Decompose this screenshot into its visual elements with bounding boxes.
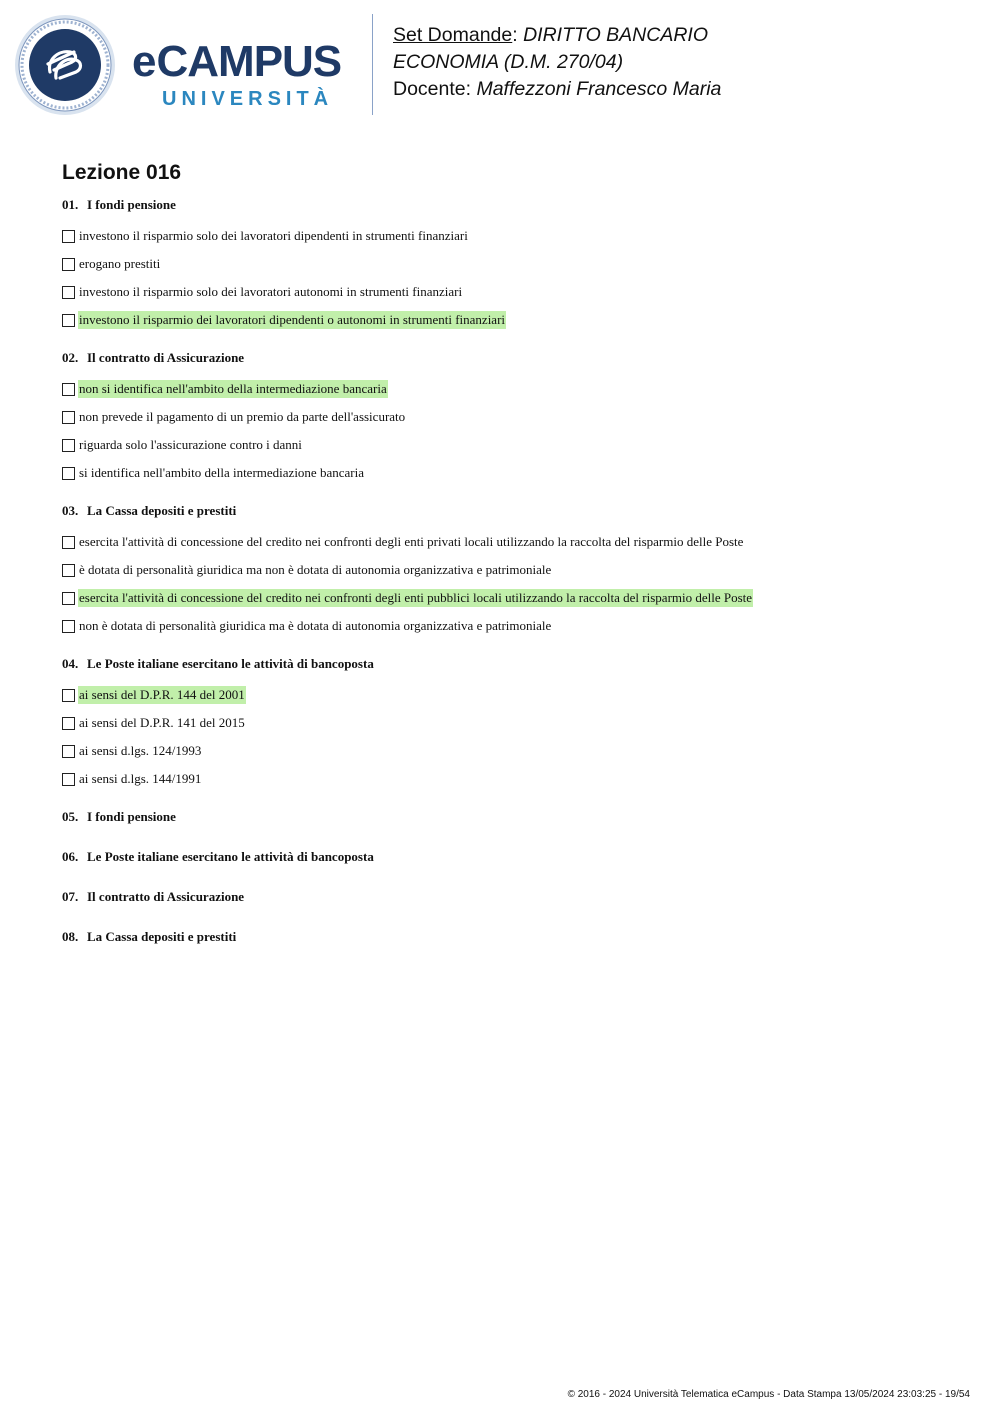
answer-text: ai sensi d.lgs. 144/1991 xyxy=(79,771,202,786)
answer-text: erogano prestiti xyxy=(79,256,161,271)
question-text: I fondi pensione xyxy=(87,197,176,212)
answer-text-correct: non si identifica nell'ambito della intermediazione bancaria xyxy=(79,381,387,396)
question-block xyxy=(62,888,962,906)
question-number: 01. xyxy=(62,197,79,212)
question-block xyxy=(62,196,962,334)
question-title xyxy=(62,349,962,367)
answer-list xyxy=(62,528,962,640)
answer-list xyxy=(62,681,962,793)
answer-text: non è dotata di personalità giuridica ma è dotata di autonomia organizzativa e patrimoniale xyxy=(79,618,552,633)
set-value-line1: DIRITTO BANCARIO xyxy=(523,24,709,46)
answer-checkbox[interactable] xyxy=(62,230,75,243)
answer-option[interactable] xyxy=(62,306,962,334)
answer-checkbox[interactable] xyxy=(62,258,75,271)
question-title xyxy=(62,502,962,520)
question-title xyxy=(62,808,962,826)
answer-text: esercita l'attività di concessione del credito nei confronti degli enti privati locali utilizzando la raccolta del risparmio delle Poste xyxy=(79,534,744,549)
answer-checkbox[interactable] xyxy=(62,773,75,786)
answer-checkbox[interactable] xyxy=(62,745,75,758)
answer-list xyxy=(62,375,962,487)
answer-checkbox[interactable] xyxy=(62,286,75,299)
answer-checkbox[interactable] xyxy=(62,383,75,396)
answer-checkbox[interactable] xyxy=(62,467,75,480)
docente-value: Maffezzoni Francesco Maria xyxy=(476,78,722,100)
question-text: I fondi pensione xyxy=(87,809,176,824)
question-number: 06. xyxy=(62,849,79,864)
question-number: 04. xyxy=(62,656,79,671)
question-number: 07. xyxy=(62,889,79,904)
question-number: 05. xyxy=(62,809,79,824)
answer-text: riguarda solo l'assicurazione contro i danni xyxy=(79,437,302,452)
question-text: La Cassa depositi e prestiti xyxy=(87,929,237,944)
answer-text: è dotata di personalità giuridica ma non è dotata di autonomia organizzativa e patrimoniale xyxy=(79,562,552,577)
question-list xyxy=(62,196,962,968)
question-text: Le Poste italiane esercitano le attività di bancoposta xyxy=(87,849,374,864)
question-text: Le Poste italiane esercitano le attività di bancoposta xyxy=(87,656,374,671)
question-block xyxy=(62,349,962,487)
page-footer: © 2016 - 2024 Università Telematica eCampus - Data Stampa 13/05/2024 23:03:25 - 19/54 xyxy=(567,1389,970,1400)
question-number: 03. xyxy=(62,503,79,518)
answer-checkbox[interactable] xyxy=(62,439,75,452)
answer-checkbox[interactable] xyxy=(62,314,75,327)
answer-option[interactable] xyxy=(62,222,962,250)
answer-text: non prevede il pagamento di un premio da parte dell'assicurato xyxy=(79,409,406,424)
answer-text: ai sensi d.lgs. 124/1993 xyxy=(79,743,202,758)
answer-option[interactable] xyxy=(62,709,962,737)
answer-text-correct: esercita l'attività di concessione del credito nei confronti degli enti pubblici locali utilizzando la raccolta del risparmio delle Poste xyxy=(79,590,753,605)
question-text: Il contratto di Assicurazione xyxy=(87,889,245,904)
answer-checkbox[interactable] xyxy=(62,717,75,730)
answer-option[interactable] xyxy=(62,459,962,487)
answer-option[interactable] xyxy=(62,737,962,765)
question-block xyxy=(62,808,962,826)
page-header xyxy=(0,0,1000,130)
answer-list xyxy=(62,222,962,334)
header-divider xyxy=(372,14,373,115)
question-block xyxy=(62,502,962,640)
answer-checkbox[interactable] xyxy=(62,592,75,605)
question-block xyxy=(62,848,962,866)
answer-option[interactable] xyxy=(62,612,962,640)
answer-text-correct: investono il risparmio dei lavoratori dipendenti o autonomi in strumenti finanziari xyxy=(79,312,506,327)
answer-option[interactable] xyxy=(62,765,962,793)
lesson-title: Lezione 016 xyxy=(62,161,182,184)
answer-option[interactable] xyxy=(62,250,962,278)
answer-option[interactable] xyxy=(62,681,962,709)
question-text: Il contratto di Assicurazione xyxy=(87,350,245,365)
answer-option[interactable] xyxy=(62,375,962,403)
question-title xyxy=(62,888,962,906)
question-block xyxy=(62,655,962,793)
answer-checkbox[interactable] xyxy=(62,689,75,702)
answer-text: investono il risparmio solo dei lavoratori autonomi in strumenti finanziari xyxy=(79,284,463,299)
ecampus-seal-logo-icon xyxy=(14,14,116,116)
set-value-line2: ECONOMIA (D.M. 270/04) xyxy=(393,51,624,73)
answer-checkbox[interactable] xyxy=(62,564,75,577)
answer-checkbox[interactable] xyxy=(62,620,75,633)
ecampus-wordmark: eCAMPUS UNIVERSITÀ xyxy=(132,37,342,110)
question-number: 08. xyxy=(62,929,79,944)
answer-text: ai sensi del D.P.R. 141 del 2015 xyxy=(79,715,245,730)
set-label: Set Domande xyxy=(393,24,513,46)
question-number: 02. xyxy=(62,350,79,365)
answer-text-correct: ai sensi del D.P.R. 144 del 2001 xyxy=(79,687,245,702)
question-block xyxy=(62,928,962,946)
answer-option[interactable] xyxy=(62,528,962,556)
answer-text: investono il risparmio solo dei lavoratori dipendenti in strumenti finanziari xyxy=(79,228,468,243)
question-title xyxy=(62,848,962,866)
answer-checkbox[interactable] xyxy=(62,411,75,424)
question-text: La Cassa depositi e prestiti xyxy=(87,503,237,518)
answer-option[interactable] xyxy=(62,278,962,306)
header-info: Set Domande: DIRITTO BANCARIO ECONOMIA (D.M. 270/04) Docente: Maffezzoni Francesco Maria xyxy=(393,24,722,100)
docente-label: Docente: xyxy=(393,78,477,100)
question-title xyxy=(62,196,962,214)
answer-checkbox[interactable] xyxy=(62,536,75,549)
answer-option[interactable] xyxy=(62,431,962,459)
answer-option[interactable] xyxy=(62,403,962,431)
question-title xyxy=(62,928,962,946)
answer-option[interactable] xyxy=(62,584,962,612)
answer-text: si identifica nell'ambito della intermediazione bancaria xyxy=(79,465,364,480)
answer-option[interactable] xyxy=(62,556,962,584)
question-title xyxy=(62,655,962,673)
